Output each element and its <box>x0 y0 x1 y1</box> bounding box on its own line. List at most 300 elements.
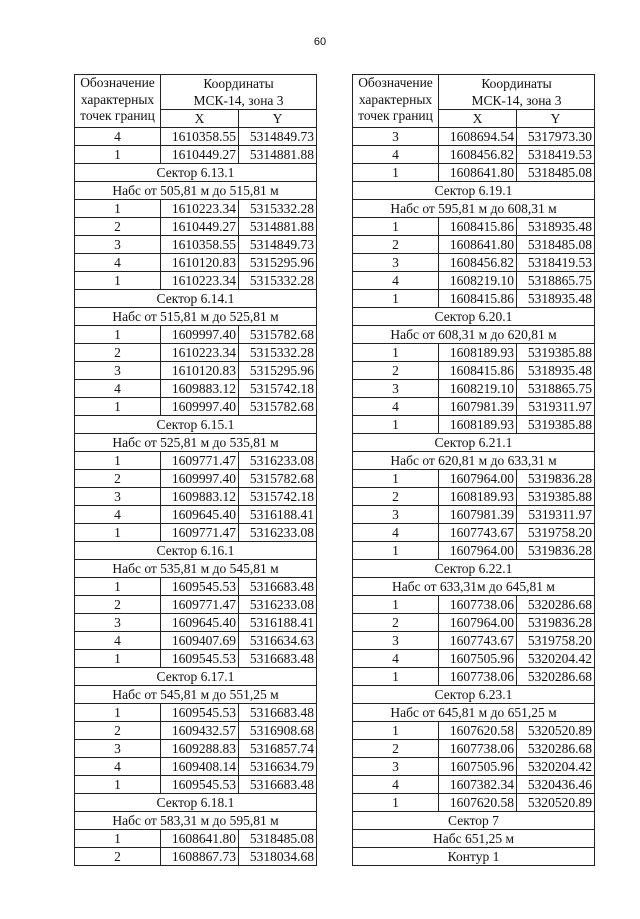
x-coordinate-cell: 1609771.47 <box>161 452 239 470</box>
y-coordinate-cell: 5320286.68 <box>517 740 595 758</box>
x-coordinate-cell: 1610358.55 <box>161 128 239 146</box>
table-row <box>75 632 317 650</box>
x-coordinate-cell: 1607964.00 <box>439 470 517 488</box>
y-coordinate-cell: 5319311.97 <box>517 398 595 416</box>
section-label: Сектор 6.14.1 <box>75 290 317 308</box>
section-label: Сектор 6.15.1 <box>75 416 317 434</box>
section-row <box>353 308 595 326</box>
point-number-cell: 4 <box>75 254 161 272</box>
section-label: Сектор 6.23.1 <box>353 686 595 704</box>
section-row <box>75 182 317 200</box>
coordinates-header-line: МСК-14, зона 3 <box>471 93 562 108</box>
section-row <box>75 668 317 686</box>
x-coordinate-cell: 1608456.82 <box>439 254 517 272</box>
x-coordinate-cell: 1609408.14 <box>161 758 239 776</box>
point-number-cell: 2 <box>75 470 161 488</box>
point-number-cell: 1 <box>75 650 161 668</box>
x-coordinate-cell: 1610120.83 <box>161 254 239 272</box>
y-coordinate-cell: 5314849.73 <box>239 236 317 254</box>
y-coordinate-cell: 5318485.08 <box>517 236 595 254</box>
point-number-cell: 3 <box>75 488 161 506</box>
table-row <box>353 794 595 812</box>
point-number-cell: 1 <box>75 704 161 722</box>
point-number-cell: 2 <box>75 722 161 740</box>
x-coordinate-cell: 1607505.96 <box>439 758 517 776</box>
right-table-body <box>353 128 595 866</box>
table-row <box>353 758 595 776</box>
x-coordinate-cell: 1608219.10 <box>439 272 517 290</box>
point-number-cell: 1 <box>353 596 439 614</box>
table-row <box>353 380 595 398</box>
table-row <box>75 650 317 668</box>
table-row <box>75 146 317 164</box>
y-coordinate-cell: 5315742.18 <box>239 380 317 398</box>
point-number-cell: 3 <box>75 614 161 632</box>
coordinates-header-line: Координаты <box>203 76 274 91</box>
section-label: Набс от 583,31 м до 595,81 м <box>75 812 317 830</box>
table-row <box>353 362 595 380</box>
table-row <box>75 740 317 758</box>
header-row-top <box>353 75 595 110</box>
point-number-cell: 3 <box>75 236 161 254</box>
x-coordinate-cell: 1608456.82 <box>439 146 517 164</box>
table-row <box>75 254 317 272</box>
section-label: Сектор 6.21.1 <box>353 434 595 452</box>
point-number-cell: 3 <box>75 362 161 380</box>
x-coordinate-cell: 1608641.80 <box>161 830 239 848</box>
table-row <box>75 596 317 614</box>
table-row <box>353 470 595 488</box>
x-coordinate-cell: 1608189.93 <box>439 488 517 506</box>
point-number-cell: 2 <box>353 236 439 254</box>
table-row <box>353 254 595 272</box>
table-row <box>353 146 595 164</box>
y-coordinate-cell: 5318865.75 <box>517 272 595 290</box>
x-coordinate-cell: 1609771.47 <box>161 596 239 614</box>
y-coordinate-cell: 5318419.53 <box>517 254 595 272</box>
y-coordinate-cell: 5319836.28 <box>517 470 595 488</box>
x-coordinate-cell: 1609432.57 <box>161 722 239 740</box>
table-row <box>353 416 595 434</box>
y-coordinate-cell: 5319311.97 <box>517 506 595 524</box>
table-row <box>353 524 595 542</box>
table-row <box>353 722 595 740</box>
table-row <box>75 326 317 344</box>
y-coordinate-cell: 5320436.46 <box>517 776 595 794</box>
section-row <box>75 290 317 308</box>
section-row <box>75 308 317 326</box>
x-coordinate-cell: 1607743.67 <box>439 524 517 542</box>
x-coordinate-cell: 1609997.40 <box>161 326 239 344</box>
y-coordinate-cell: 5319758.20 <box>517 524 595 542</box>
table-row <box>353 236 595 254</box>
table-row <box>75 614 317 632</box>
point-number-cell: 1 <box>75 776 161 794</box>
section-label: Сектор 7 <box>353 812 595 830</box>
y-coordinate-cell: 5316188.41 <box>239 614 317 632</box>
table-row <box>75 578 317 596</box>
y-coordinate-cell: 5315332.28 <box>239 272 317 290</box>
y-coordinate-cell: 5314881.88 <box>239 218 317 236</box>
section-row <box>353 452 595 470</box>
point-number-cell: 1 <box>353 722 439 740</box>
x-coordinate-cell: 1607964.00 <box>439 614 517 632</box>
table-row <box>353 542 595 560</box>
point-number-cell: 4 <box>75 632 161 650</box>
designation-header <box>75 75 161 128</box>
x-coordinate-cell: 1608415.86 <box>439 290 517 308</box>
section-label: Набс от 595,81 м до 608,31 м <box>353 200 595 218</box>
x-coordinate-cell: 1609645.40 <box>161 614 239 632</box>
y-coordinate-cell: 5314881.88 <box>239 146 317 164</box>
y-coordinate-cell: 5315782.68 <box>239 470 317 488</box>
x-header: X <box>161 110 239 128</box>
x-coordinate-cell: 1607620.58 <box>439 722 517 740</box>
point-number-cell: 1 <box>75 452 161 470</box>
table-row <box>75 848 317 866</box>
y-coordinate-cell: 5316908.68 <box>239 722 317 740</box>
point-number-cell: 4 <box>75 758 161 776</box>
point-number-cell: 4 <box>353 398 439 416</box>
table-row <box>75 236 317 254</box>
table-row <box>353 398 595 416</box>
table-row <box>75 218 317 236</box>
table-row <box>353 632 595 650</box>
x-coordinate-cell: 1609545.53 <box>161 578 239 596</box>
x-coordinate-cell: 1610358.55 <box>161 236 239 254</box>
x-coordinate-cell: 1610449.27 <box>161 146 239 164</box>
y-coordinate-cell: 5315782.68 <box>239 326 317 344</box>
y-coordinate-cell: 5316188.41 <box>239 506 317 524</box>
y-coordinate-cell: 5318935.48 <box>517 362 595 380</box>
y-coordinate-cell: 5318485.08 <box>517 164 595 182</box>
point-number-cell: 4 <box>353 776 439 794</box>
y-coordinate-cell: 5316683.48 <box>239 704 317 722</box>
section-row <box>75 434 317 452</box>
y-coordinate-cell: 5314849.73 <box>239 128 317 146</box>
table-row <box>75 704 317 722</box>
x-coordinate-cell: 1610223.34 <box>161 200 239 218</box>
point-number-cell: 1 <box>75 524 161 542</box>
table-row <box>75 776 317 794</box>
section-row <box>75 686 317 704</box>
section-label: Набс от 535,81 м до 545,81 м <box>75 560 317 578</box>
x-coordinate-cell: 1610449.27 <box>161 218 239 236</box>
point-number-cell: 1 <box>353 344 439 362</box>
designation-header-line: характерных <box>80 91 155 107</box>
designation-header <box>353 75 439 128</box>
coordinates-header <box>161 75 317 110</box>
y-coordinate-cell: 5315295.96 <box>239 362 317 380</box>
x-coordinate-cell: 1609645.40 <box>161 506 239 524</box>
x-coordinate-cell: 1609771.47 <box>161 524 239 542</box>
point-number-cell: 2 <box>353 488 439 506</box>
section-row <box>75 416 317 434</box>
table-row <box>75 380 317 398</box>
section-label: Сектор 6.22.1 <box>353 560 595 578</box>
y-coordinate-cell: 5316233.08 <box>239 524 317 542</box>
section-label: Набс от 620,81 м до 633,31 м <box>353 452 595 470</box>
x-coordinate-cell: 1609407.69 <box>161 632 239 650</box>
x-coordinate-cell: 1607743.67 <box>439 632 517 650</box>
coordinates-table-left <box>74 74 317 866</box>
section-label: Сектор 6.17.1 <box>75 668 317 686</box>
y-coordinate-cell: 5319385.88 <box>517 488 595 506</box>
point-number-cell: 4 <box>353 272 439 290</box>
x-coordinate-cell: 1607505.96 <box>439 650 517 668</box>
y-coordinate-cell: 5316683.48 <box>239 650 317 668</box>
section-label: Сектор 6.20.1 <box>353 308 595 326</box>
point-number-cell: 1 <box>75 146 161 164</box>
coordinates-header <box>439 75 595 110</box>
section-row <box>353 686 595 704</box>
section-label: Набс от 515,81 м до 525,81 м <box>75 308 317 326</box>
table-row <box>75 362 317 380</box>
y-header: Y <box>517 110 595 128</box>
point-number-cell: 1 <box>75 578 161 596</box>
section-row <box>353 326 595 344</box>
x-coordinate-cell: 1608189.93 <box>439 416 517 434</box>
table-row <box>75 524 317 542</box>
y-coordinate-cell: 5320286.68 <box>517 596 595 614</box>
table-row <box>75 830 317 848</box>
section-label: Сектор 6.18.1 <box>75 794 317 812</box>
section-label: Набс от 645,81 м до 651,25 м <box>353 704 595 722</box>
x-coordinate-cell: 1609545.53 <box>161 704 239 722</box>
section-row <box>75 164 317 182</box>
x-coordinate-cell: 1608867.73 <box>161 848 239 866</box>
y-coordinate-cell: 5320520.89 <box>517 794 595 812</box>
x-coordinate-cell: 1609545.53 <box>161 776 239 794</box>
section-label: Набс от 633,31м до 645,81 м <box>353 578 595 596</box>
x-coordinate-cell: 1608415.86 <box>439 362 517 380</box>
point-number-cell: 1 <box>75 200 161 218</box>
designation-header-line: характерных <box>358 91 433 107</box>
point-number-cell: 1 <box>353 290 439 308</box>
section-label: Сектор 6.19.1 <box>353 182 595 200</box>
section-row <box>353 200 595 218</box>
y-coordinate-cell: 5316634.79 <box>239 758 317 776</box>
section-row <box>353 560 595 578</box>
x-coordinate-cell: 1607738.06 <box>439 668 517 686</box>
point-number-cell: 1 <box>353 218 439 236</box>
y-coordinate-cell: 5317973.30 <box>517 128 595 146</box>
x-coordinate-cell: 1607738.06 <box>439 740 517 758</box>
y-coordinate-cell: 5319385.88 <box>517 416 595 434</box>
point-number-cell: 4 <box>75 380 161 398</box>
section-row <box>353 182 595 200</box>
section-label: Сектор 6.16.1 <box>75 542 317 560</box>
section-row <box>75 542 317 560</box>
point-number-cell: 1 <box>353 470 439 488</box>
y-coordinate-cell: 5315295.96 <box>239 254 317 272</box>
table-row <box>75 272 317 290</box>
table-row <box>75 758 317 776</box>
y-coordinate-cell: 5320204.42 <box>517 758 595 776</box>
x-coordinate-cell: 1608641.80 <box>439 164 517 182</box>
x-coordinate-cell: 1607738.06 <box>439 596 517 614</box>
point-number-cell: 1 <box>75 830 161 848</box>
table-row <box>353 488 595 506</box>
point-number-cell: 2 <box>75 218 161 236</box>
x-coordinate-cell: 1609288.83 <box>161 740 239 758</box>
table-row <box>75 398 317 416</box>
point-number-cell: 3 <box>353 758 439 776</box>
x-coordinate-cell: 1610120.83 <box>161 362 239 380</box>
header-row-top <box>75 75 317 110</box>
section-row <box>75 812 317 830</box>
table-row <box>75 722 317 740</box>
y-coordinate-cell: 5316233.08 <box>239 452 317 470</box>
coordinates-header-line: Координаты <box>481 76 552 91</box>
page-number: 60 <box>313 36 327 48</box>
coordinates-header-line: МСК-14, зона 3 <box>193 93 284 108</box>
x-coordinate-cell: 1608694.54 <box>439 128 517 146</box>
x-coordinate-cell: 1610223.34 <box>161 272 239 290</box>
point-number-cell: 4 <box>353 524 439 542</box>
table-row <box>353 218 595 236</box>
table-row <box>353 164 595 182</box>
table-row <box>353 596 595 614</box>
point-number-cell: 3 <box>353 506 439 524</box>
point-number-cell: 2 <box>75 596 161 614</box>
section-label: Сектор 6.13.1 <box>75 164 317 182</box>
section-row <box>75 794 317 812</box>
y-coordinate-cell: 5316683.48 <box>239 776 317 794</box>
point-number-cell: 4 <box>353 650 439 668</box>
y-coordinate-cell: 5318865.75 <box>517 380 595 398</box>
table-row <box>353 128 595 146</box>
table-row <box>75 200 317 218</box>
x-coordinate-cell: 1607382.34 <box>439 776 517 794</box>
left-table-body <box>75 128 317 866</box>
x-coordinate-cell: 1608219.10 <box>439 380 517 398</box>
section-label: Набс от 525,81 м до 535,81 м <box>75 434 317 452</box>
point-number-cell: 4 <box>75 506 161 524</box>
y-coordinate-cell: 5316233.08 <box>239 596 317 614</box>
y-coordinate-cell: 5319836.28 <box>517 614 595 632</box>
y-coordinate-cell: 5315332.28 <box>239 344 317 362</box>
table-row <box>75 452 317 470</box>
designation-header-line: точек границ <box>80 108 155 123</box>
table-row <box>353 506 595 524</box>
y-coordinate-cell: 5320520.89 <box>517 722 595 740</box>
x-coordinate-cell: 1609997.40 <box>161 398 239 416</box>
point-number-cell: 4 <box>353 146 439 164</box>
table-row <box>75 488 317 506</box>
x-coordinate-cell: 1609883.12 <box>161 488 239 506</box>
y-coordinate-cell: 5315332.28 <box>239 200 317 218</box>
table-row <box>75 128 317 146</box>
x-coordinate-cell: 1609883.12 <box>161 380 239 398</box>
x-coordinate-cell: 1607981.39 <box>439 506 517 524</box>
designation-header-line: точек границ <box>358 108 433 123</box>
y-coordinate-cell: 5320204.42 <box>517 650 595 668</box>
section-row <box>353 848 595 866</box>
point-number-cell: 1 <box>353 794 439 812</box>
designation-header-line: Обозначение <box>358 75 433 90</box>
point-number-cell: 2 <box>353 614 439 632</box>
point-number-cell: 3 <box>353 380 439 398</box>
y-coordinate-cell: 5318034.68 <box>239 848 317 866</box>
y-coordinate-cell: 5316857.74 <box>239 740 317 758</box>
y-coordinate-cell: 5319836.28 <box>517 542 595 560</box>
coordinates-table-right <box>352 74 595 866</box>
y-coordinate-cell: 5318935.48 <box>517 290 595 308</box>
x-coordinate-cell: 1609997.40 <box>161 470 239 488</box>
x-coordinate-cell: 1607964.00 <box>439 542 517 560</box>
table-row <box>353 740 595 758</box>
point-number-cell: 1 <box>75 398 161 416</box>
section-row <box>353 578 595 596</box>
table-row <box>75 506 317 524</box>
y-coordinate-cell: 5316683.48 <box>239 578 317 596</box>
y-coordinate-cell: 5320286.68 <box>517 668 595 686</box>
x-coordinate-cell: 1608189.93 <box>439 344 517 362</box>
table-row <box>353 668 595 686</box>
x-coordinate-cell: 1610223.34 <box>161 344 239 362</box>
point-number-cell: 3 <box>353 254 439 272</box>
table-row <box>353 272 595 290</box>
table-row <box>353 290 595 308</box>
section-row <box>353 830 595 848</box>
table-row <box>353 614 595 632</box>
table-row <box>353 776 595 794</box>
point-number-cell: 2 <box>75 848 161 866</box>
section-row <box>75 560 317 578</box>
section-row <box>353 434 595 452</box>
x-coordinate-cell: 1608641.80 <box>439 236 517 254</box>
point-number-cell: 2 <box>75 344 161 362</box>
point-number-cell: 2 <box>353 362 439 380</box>
y-coordinate-cell: 5319385.88 <box>517 344 595 362</box>
point-number-cell: 4 <box>75 128 161 146</box>
section-label: Набс от 505,81 м до 515,81 м <box>75 182 317 200</box>
point-number-cell: 1 <box>75 326 161 344</box>
x-header: X <box>439 110 517 128</box>
y-coordinate-cell: 5315782.68 <box>239 398 317 416</box>
point-number-cell: 1 <box>75 272 161 290</box>
point-number-cell: 1 <box>353 542 439 560</box>
section-label: Контур 1 <box>353 848 595 866</box>
table-row <box>353 344 595 362</box>
point-number-cell: 1 <box>353 416 439 434</box>
table-row <box>75 344 317 362</box>
x-coordinate-cell: 1609545.53 <box>161 650 239 668</box>
table-row <box>75 470 317 488</box>
x-coordinate-cell: 1607620.58 <box>439 794 517 812</box>
point-number-cell: 3 <box>353 632 439 650</box>
y-coordinate-cell: 5318485.08 <box>239 830 317 848</box>
point-number-cell: 2 <box>353 740 439 758</box>
designation-header-line: Обозначение <box>80 75 155 90</box>
y-coordinate-cell: 5316634.63 <box>239 632 317 650</box>
x-coordinate-cell: 1608415.86 <box>439 218 517 236</box>
point-number-cell: 1 <box>353 668 439 686</box>
point-number-cell: 1 <box>353 164 439 182</box>
section-label: Набс 651,25 м <box>353 830 595 848</box>
y-coordinate-cell: 5318935.48 <box>517 218 595 236</box>
section-row <box>353 704 595 722</box>
y-coordinate-cell: 5318419.53 <box>517 146 595 164</box>
x-coordinate-cell: 1607981.39 <box>439 398 517 416</box>
section-label: Набс от 608,31 м до 620,81 м <box>353 326 595 344</box>
y-coordinate-cell: 5319758.20 <box>517 632 595 650</box>
y-coordinate-cell: 5315742.18 <box>239 488 317 506</box>
table-row <box>353 650 595 668</box>
point-number-cell: 3 <box>75 740 161 758</box>
y-header: Y <box>239 110 317 128</box>
